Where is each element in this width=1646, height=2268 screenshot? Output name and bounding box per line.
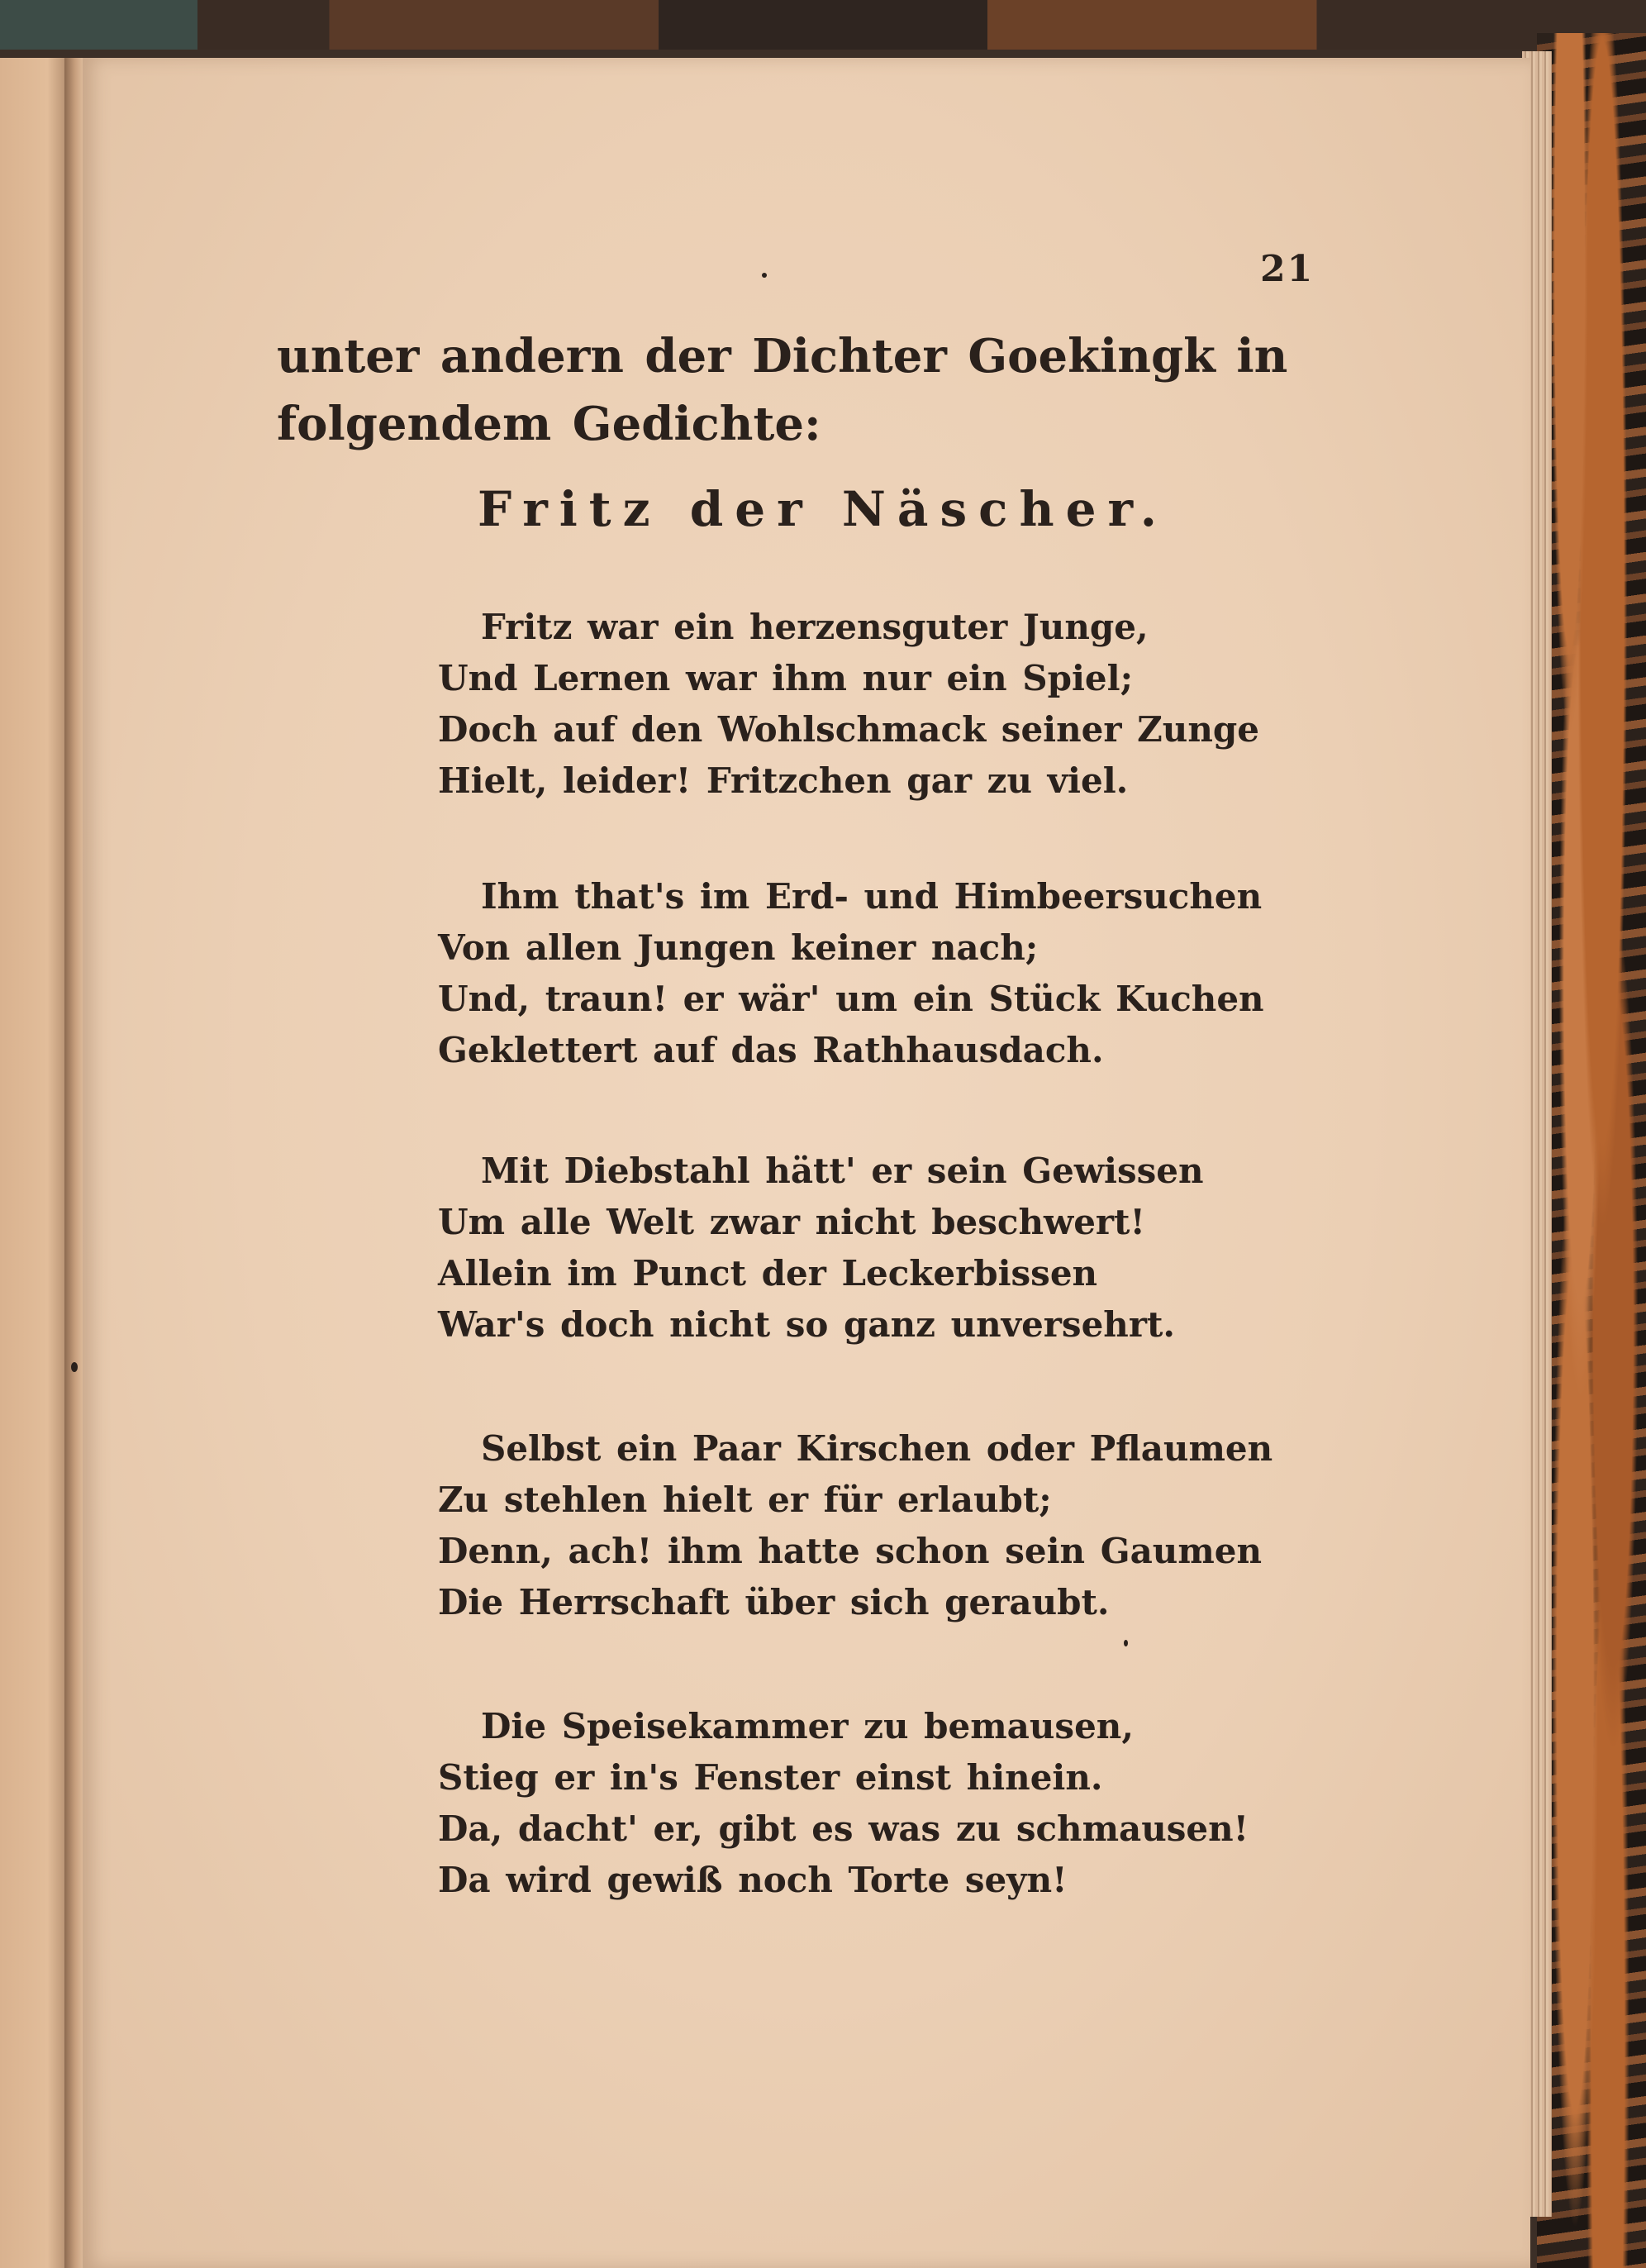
poem-line: Allein im Punct der Leckerbissen: [438, 1253, 1098, 1294]
marbled-cover-board: [1537, 33, 1646, 2268]
poem-line: Die Speisekammer zu bemausen,: [481, 1706, 1134, 1746]
ink-speck: [762, 273, 767, 278]
poem-line: Fritz war ein herzensguter Junge,: [481, 607, 1149, 647]
poem-stanza: [438, 602, 1259, 807]
poem-line: Selbst ein Paar Kirschen oder Pflaumen: [481, 1428, 1273, 1469]
poem-line: Von allen Jungen keiner nach;: [438, 927, 1039, 968]
poem-line: Um alle Welt zwar nicht beschwert!: [438, 1202, 1145, 1242]
ink-speck: [71, 1362, 78, 1372]
left-page-edge: [0, 58, 68, 2268]
poem-line: Mit Diebstahl hätt' er sein Gewissen: [481, 1151, 1204, 1191]
poem-stanza: [438, 1423, 1273, 1628]
poem-line: War's doch nicht so ganz unversehrt.: [438, 1304, 1175, 1345]
book-cover-top-edge: [0, 0, 1646, 50]
poem-line: Und Lernen war ihm nur ein Spiel;: [438, 658, 1134, 698]
poem-line: Da, dacht' er, gibt es was zu schmausen!: [438, 1808, 1249, 1849]
poem-line: Zu stehlen hielt er für erlaubt;: [438, 1479, 1052, 1520]
poem-line: Und, traun! er wär' um ein Stück Kuchen: [438, 979, 1264, 1019]
poem-line: Da wird gewiß noch Torte seyn!: [438, 1860, 1068, 1900]
poem-line: Geklettert auf das Rathhausdach.: [438, 1030, 1104, 1070]
poem-line: Stieg er in's Fenster einst hinein.: [438, 1757, 1103, 1798]
poem-title: Fritz der Näscher.: [478, 481, 1168, 537]
poem-stanza: [438, 1146, 1204, 1351]
poem-line: Ihm that's im Erd- und Himbeersuchen: [481, 876, 1263, 917]
poem-line: Die Herrschaft über sich geraubt.: [438, 1582, 1110, 1622]
ink-speck: [1124, 1640, 1128, 1646]
poem-line: Hielt, leider! Fritzchen gar zu viel.: [438, 760, 1129, 801]
intro-text: unter andern der Dichter Goekingk in folgendem Gedichte:: [277, 329, 1288, 451]
poem-stanza: [438, 1701, 1249, 1906]
poem-line: Denn, ach! ihm hatte schon sein Gaumen: [438, 1531, 1263, 1571]
poem-stanza: [438, 871, 1264, 1076]
poem-line: Doch auf den Wohlschmack seiner Zunge: [438, 709, 1259, 750]
page-number: 21: [1260, 248, 1315, 290]
